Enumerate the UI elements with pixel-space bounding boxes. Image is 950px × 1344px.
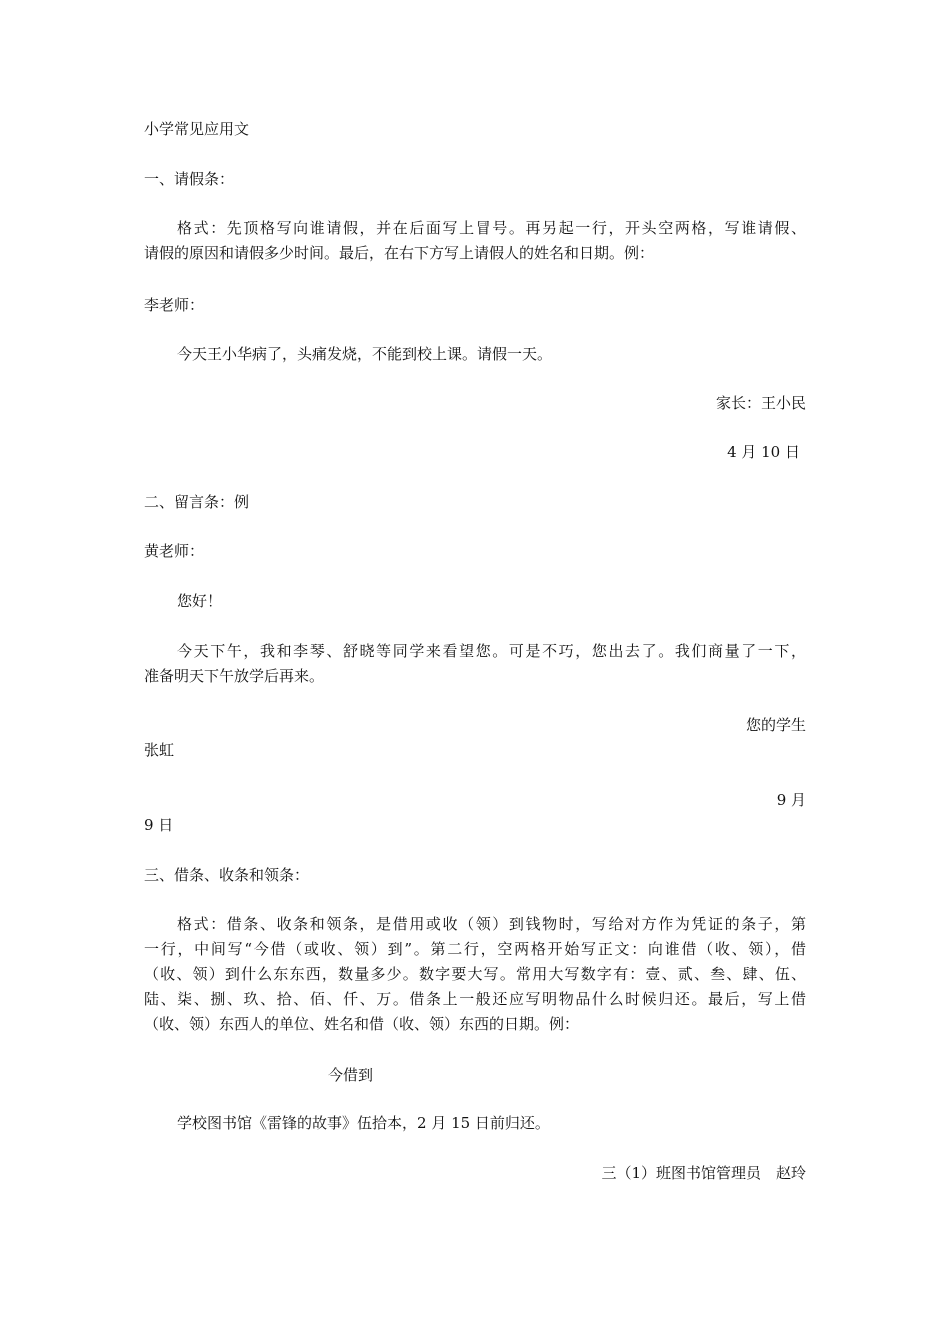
paragraph-line: 格式：借条、收条和领条，是借用或收（领）到钱物时，写给对方作为凭证的条子，第: [177, 915, 806, 933]
paragraph-line: 请假的原因和请假多少时间。最后，在右下方写上请假人的姓名和日期。例：: [144, 244, 655, 262]
message-note-signature-title: 您的学生: [745, 716, 806, 734]
receipt-example-title: 今借到: [328, 1066, 374, 1084]
message-note-date-month: 9 月: [776, 791, 806, 809]
message-note-signature-name: 张虹: [144, 741, 175, 759]
paragraph-line: （收、领）东西人的单位、姓名和借（收、领）东西的日期。例：: [144, 1015, 580, 1033]
leave-note-salutation: 李老师：: [144, 296, 205, 314]
leave-note-body: 今天王小华病了，头痛发烧，不能到校上课。请假一天。: [177, 345, 553, 363]
paragraph-line: 陆、柒、捌、玖、拾、佰、仟、万。借条上一般还应写明物品什么时候归还。最后，写上借: [144, 990, 806, 1008]
receipt-note-format-paragraph: [144, 912, 806, 1037]
paragraph-line: （收、领）到什么东东西，数量多少。数字要大写。常用大写数字有：壹、贰、叁、肆、伍、: [144, 965, 806, 983]
leave-note-date: 4 月 10 日: [727, 443, 800, 461]
message-note-salutation: 黄老师：: [144, 542, 205, 560]
section-heading-receipt-note: 三、借条、收条和领条：: [144, 866, 310, 884]
paragraph-line: 一行，中间写“今借（或收、领）到”。第二行，空两格开始写正文：向谁借（收、领），借: [144, 940, 806, 958]
section-heading-message-note: 二、留言条：例: [144, 493, 250, 511]
receipt-example-signature: 三（1）班图书馆管理员 赵玲: [601, 1164, 806, 1182]
leave-note-format-paragraph: [144, 216, 806, 266]
message-note-greeting: 您好！: [177, 592, 223, 610]
paragraph-line: 今天下午，我和李琴、舒晓等同学来看望您。可是不巧，您出去了。我们商量了一下，: [177, 642, 806, 660]
paragraph-line: 准备明天下午放学后再来。: [144, 667, 325, 685]
leave-note-signature: 家长：王小民: [715, 394, 806, 412]
paragraph-line: 格式：先顶格写向谁请假，并在后面写上冒号。再另起一行，开头空两格，写谁请假、: [177, 219, 806, 237]
message-note-date-day: 9 日: [144, 816, 174, 834]
message-note-body-paragraph: [144, 639, 806, 689]
section-heading-leave-note: 一、请假条：: [144, 170, 235, 188]
receipt-example-body: 学校图书馆《雷锋的故事》伍拾本，2 月 15 日前归还。: [177, 1114, 550, 1132]
document-title: 小学常见应用文: [144, 120, 250, 138]
